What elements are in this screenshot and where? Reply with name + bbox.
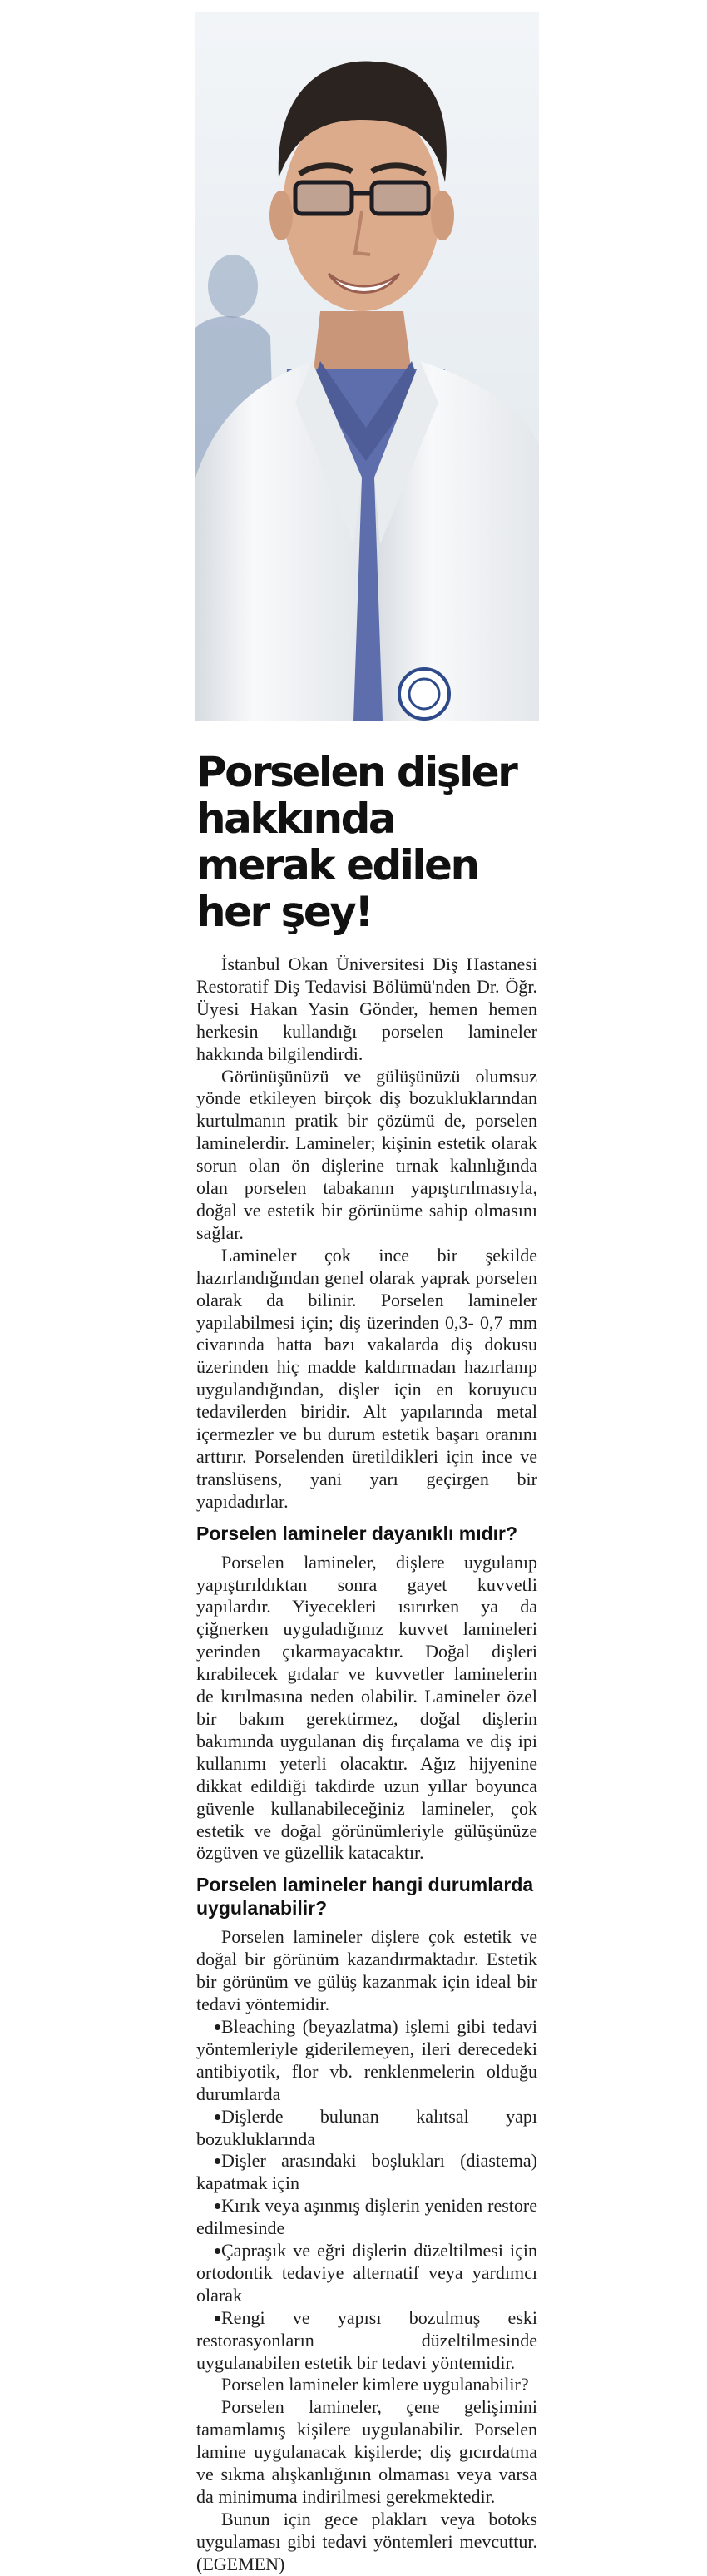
closing-paragraph: Bunun için gece plakları veya botoks uygulaması gibi tedavi yöntemleri mevcuttur. (EGEMEN) [196,2508,537,2574]
usage-paragraph: Porselen lamineler dişlere çok estetik ve doğal bir görünüm kazandırmaktadır. Estetik bir görünüm ve gülüş kazanmak için ideal bir tedavi yöntemidir. [196,1926,537,2015]
section-heading-usage: Porselen lamineler hangi durumlarda uygulanabilir? [196,1874,534,1920]
bullet-icon [196,2150,221,2172]
doctor-portrait-illustration [195,12,539,721]
doctor-portrait-photo [195,12,539,721]
bullet-icon [196,2106,221,2128]
intro-paragraph-1: İstanbul Okan Üniversitesi Diş Hastanesi Restoratif Diş Tedavisi Bölümü'nden Dr. Öğr. Üyesi Hakan Yasin Gönder, hemen hemen herkesin kullandığı porselen lamineler hakkında bilgilendirdi. [196,954,537,1064]
bullet-text: Dişler arasındaki boşlukları (diastema) kapatmak için [196,2150,537,2194]
bullet-icon [196,2195,221,2217]
bullet-item [196,2016,537,2106]
bullet-text: Dişlerde bulunan kalıtsal yapı bozukluklarında [196,2105,537,2149]
who-answer: Porselen lamineler, çene gelişimini tamamlamış kişilere uygulanabilir. Porselen lamine uygulanacak kişilerde; diş gıcırdatma ve sıkma alışkanlığının olmaması veya varsa da minimuma indirilmesi gerekmektedir. [196,2396,537,2507]
bullet-text: Bleaching (beyazlatma) işlemi gibi tedavi yöntemleriyle giderilemeyen, ileri derecedeki antibiyotik, flor vb. renklenmelerin olduğu durumlarda [196,2015,537,2104]
bullet-icon [196,2240,221,2262]
intro-paragraph-2: Görünüşünüzü ve gülüşünüzü olumsuz yönde etkileyen birçok diş bozukluklarından kurtulmanın pratik bir çözümü de, porselen laminelerdir. Lamineler; kişinin estetik olarak sorun olan ön dişlerine tırnak kalınlığında olan porselen tabakanın yapıştırılmasıyla, doğal ve estetik bir görünüme sahip olmasını sağlar. [196,1065,537,1243]
section-heading-durability: Porselen lamineler dayanıklı mıdır? [196,1522,518,1544]
bullet-item [196,2106,537,2151]
bullet-item [196,2307,537,2375]
bullet-text: Kırık veya aşınmış dişlerin yeniden restore edilmesinde [196,2195,537,2239]
who-question: Porselen lamineler kimlere uygulanabilir? [221,2374,529,2395]
article-column [196,749,537,2576]
bullet-icon [196,2016,221,2039]
bullet-text: Çapraşık ve eğri dişlerin düzeltilmesi için ortodontik tedaviye alternatif veya yardımcı olarak [196,2240,537,2306]
durability-paragraph: Porselen lamineler, dişlere uygulanıp yapıştırıldıktan sonra gayet kuvvetli yapılardır. Yiyecekleri ısırırken ya da çiğnerken uyguladığınız kuvvet lamineleri yerinden çıkarmayacaktır. Doğal dişleri kırabilecek gıdalar ve kuvvetler laminelerin de kırılmasına neden olabilir. Lamineler özel bir bakım gerektirmez, doğal dişlerin bakımında uygulanan diş fırçalama ve diş ipi kullanımı yeterli olacaktır. Ağız hijyenine dikkat edildiği takdirde uzun yıllar boyunca güvenle kullanabileceğiniz lamineler, çok estetik ve doğal görünümleriyle gülüşünüze özgüven ve güzellik katacaktır. [196,1551,537,1864]
bullet-item [196,2240,537,2307]
bullet-text: Rengi ve yapısı bozulmuş eski restorasyonların düzeltilmesinde uygulanabilen estetik bir tedavi yöntemidir. [196,2306,537,2373]
bullet-item [196,2195,537,2240]
intro-paragraph-3: Lamineler çok ince bir şekilde hazırlandığından genel olarak yaprak porselen olarak da bilinir. Porselen lamineler yapılabilmesi için; diş üzerinden 0,3- 0,7 mm civarında hatta bazı vakalarda diş dokusu üzerinden hiç madde kaldırmadan hazırlanıp uygulandığından, dişler için en koruyucu tedavilerden biridir. Alt yapılarında metal içermezler ve bu durum estetik başarı oranını arttırır. Porselenden üretildikleri için ince ve translüsens, yani yarı geçirgen bir yapıdadırlar. [196,1244,537,1512]
bullet-item [196,2150,537,2195]
bullet-icon [196,2307,221,2330]
article-title: Porselen dişler hakkında merak edilen her şey! [196,748,517,936]
